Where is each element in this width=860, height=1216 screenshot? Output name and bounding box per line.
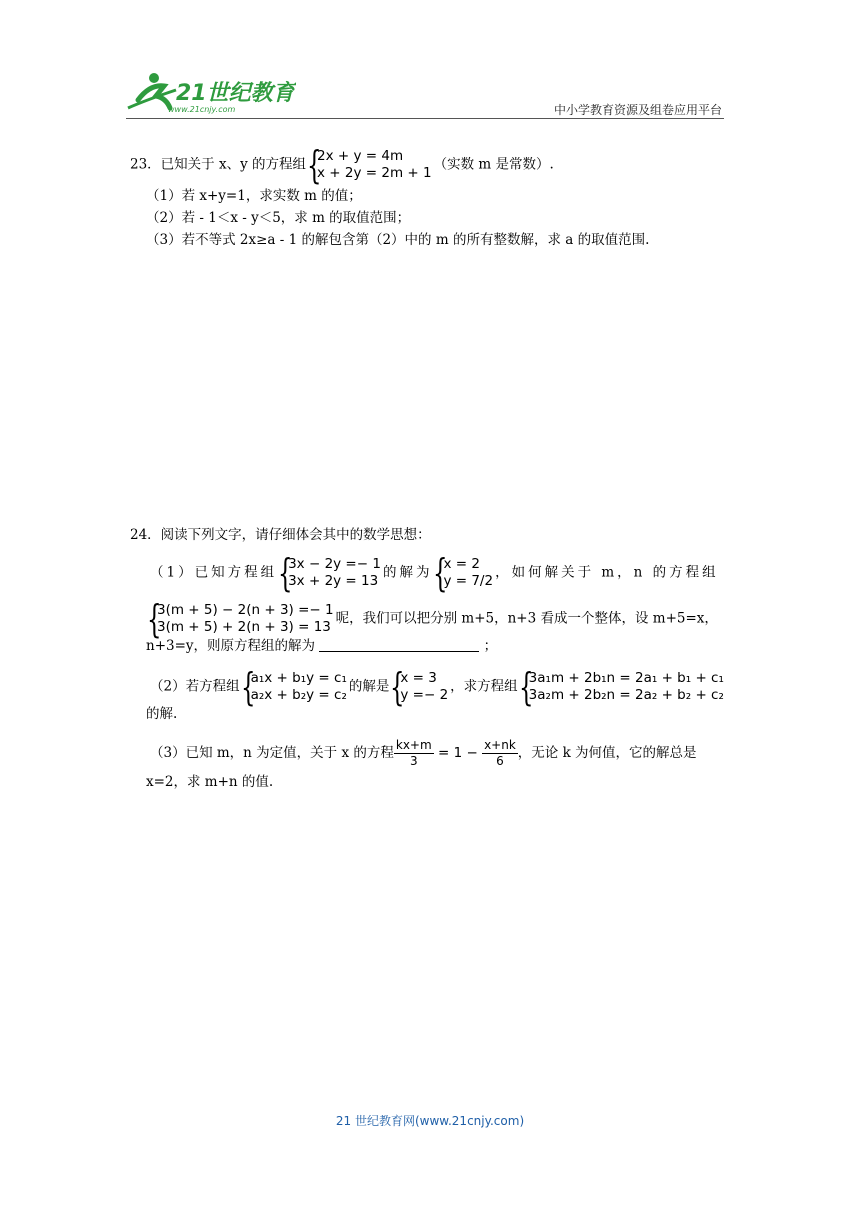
q24-part3-line2: x=2，求 m+n 的值. — [146, 774, 274, 790]
q24-intro: 24．阅读下列文字，请仔细体会其中的数学思想： — [130, 527, 431, 543]
q24-part1-line2: { 3(m + 5) − 2(n + 3) =− 1 3(m + 5) + 2(n + 3) = 13 呢，我们可以把分别 m+5，n+3 看成一个整体，设 m+5=x， — [147, 597, 718, 641]
q24-part3-line1: （3）已知 m，n 为定值，关于 x 的方程 $\frac{kx+m}{3}$ = 1 − $\frac{x+nk}{6}$ ，无论 k 为何值，它的解总是 — [150, 738, 697, 768]
q23-intro: 23．已知关于 x、y 的方程组 { 2x + y = 4m x + 2y = 2m + 1 （实数 m 是常数）. — [130, 143, 554, 187]
logo-text: 21世纪教育 — [176, 81, 295, 106]
q23-part2: （2）若 - 1＜x - y＜5，求 m 的取值范围； — [146, 210, 411, 226]
q24-part1-line1: （1）已知方程组 { 3x − 2y =− 1 3x + 2y = 13 的解为 { x = 2 y = 7/2 ，如何解关于 m，n 的方程组 — [150, 551, 719, 595]
logo-url: www.21cnjy.com — [168, 105, 236, 114]
answer-blank[interactable] — [319, 637, 479, 652]
q23-system: { 2x + y = 4m x + 2y = 2m + 1 — [307, 143, 432, 187]
q23-part1: （1）若 x+y=1，求实数 m 的值； — [146, 188, 362, 204]
q24-part2-line1: （2）若方程组 { a₁x + b₁y = c₁ a₂x + b₂y = c₂ 的解是 { x = 3 y =− 2 ，求方程组 { 3a₁m + 2b₁n = 2a₁ + b₁ + c₁ 3a₂m + 2b₂n = 2a₂ + b₂ + c₂ — [150, 665, 724, 709]
site-logo — [126, 70, 296, 116]
header-divider — [126, 118, 724, 119]
q24-part1-line3: n+3=y，则原方程组的解为 ； — [146, 638, 498, 654]
header-platform-text: 中小学教育资源及组卷应用平台 — [553, 103, 722, 117]
footer-link[interactable]: 21 世纪教育网(www.21cnjy.com) — [335, 1114, 525, 1128]
q24-part2-line2: 的解. — [146, 706, 178, 722]
q23-part3: （3）若不等式 2x≥a - 1 的解包含第（2）中的 m 的所有整数解，求 a 的取值范围. — [146, 232, 650, 248]
